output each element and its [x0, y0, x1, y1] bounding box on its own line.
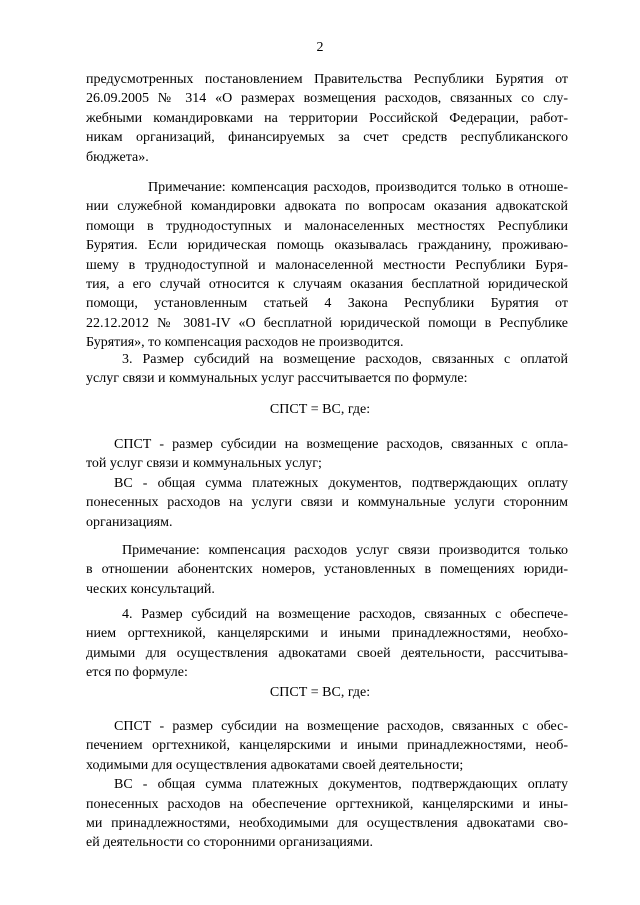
definitions-1 — [86, 435, 568, 532]
item-4 — [86, 605, 568, 683]
text-line: 3. Размер субсидий на возмещение расходов, связанных с оплатой — [122, 352, 568, 367]
text-line: ческих консультаций. — [86, 581, 215, 597]
text-line: помощи, установленным статьей 4 Закона Республики Бурятия от — [86, 296, 568, 312]
text-line: 4. Размер субсидий на возмещение расходов, связанных с обеспече- — [122, 607, 568, 622]
text-line: ется по формуле: — [86, 665, 188, 681]
text-line: Примечание: компенсация расходов услуг связи производится только — [122, 543, 568, 558]
definitions-2 — [86, 717, 568, 853]
formula-2: СПСТ = ВС, где: — [269, 685, 371, 700]
text-line: ходимыми для осуществления адвокатами своей деятельности; — [86, 757, 464, 773]
paragraph-continuation — [86, 70, 568, 167]
text-line: тия, а его случай относится к случаям оказания бесплатной юридической — [86, 277, 568, 293]
text-line: нии служебной командировки адвоката по вопросам оказания адвокатской — [86, 199, 568, 215]
text-line: нием оргтехникой, канцелярскими и иными принадлежностями, необхо- — [86, 626, 568, 642]
text-line: понесенных расходов на обеспечение оргтехникой, канцелярскими и ины- — [86, 796, 568, 812]
text-line: димыми для осуществления адвокатами своей деятельности, рассчитыва- — [86, 645, 568, 661]
text-line: ВС - общая сумма платежных документов, подтверждающих оплату — [114, 475, 568, 491]
text-line: СПСТ - размер субсидии на возмещение расходов, связанных с опла- — [114, 437, 568, 452]
text-line: жебными командировками на территории Российской Федерации, работ- — [86, 110, 568, 126]
note-travel-expenses — [86, 178, 568, 353]
text-line: Бурятия», то компенсация расходов не производится. — [86, 335, 404, 351]
text-line: той услуг связи и коммунальных услуг; — [86, 456, 322, 472]
text-line: Примечание: компенсация расходов, производится только в отноше- — [148, 180, 568, 195]
text-line: печением оргтехникой, канцелярскими и иными принадлежностями, необ- — [86, 738, 568, 754]
text-line: СПСТ - размер субсидии на возмещение расходов, связанных с обес- — [114, 719, 568, 734]
note-communication-services — [86, 541, 568, 599]
text-line: предусмотренных постановлением Правительства Республики Бурятия от — [86, 72, 568, 87]
text-line: в отношении абонентских номеров, установленных в помещениях юриди- — [86, 562, 568, 578]
text-line: 22.12.2012 № 3081-IV «О бесплатной юридической помощи в Республике — [86, 315, 568, 331]
text-line: шему в труднодоступной и малонаселенной местности Республики Буря- — [86, 257, 568, 273]
formula-1: СПСТ = ВС, где: — [269, 402, 371, 417]
text-line: 26.09.2005 № 314 «О размерах возмещения расходов, связанных со слу- — [86, 91, 568, 107]
text-line: услуг связи и коммунальных услуг рассчитывается по формуле: — [86, 371, 468, 387]
item-3 — [86, 350, 568, 389]
text-line: помощи в труднодоступных и малонаселенных местностях Республики — [86, 218, 568, 234]
text-line: никам организаций, финансируемых за счет средств республиканского — [86, 130, 568, 146]
text-line: ВС - общая сумма платежных документов, подтверждающих оплату — [114, 777, 568, 793]
text-line: понесенных расходов на услуги связи и коммунальные услуги сторонним — [86, 495, 568, 511]
text-line: ми принадлежностями, необходимыми для осуществления адвокатами сво- — [86, 816, 568, 832]
page-number: 2 — [316, 40, 324, 55]
text-line: ей деятельности со сторонними организациями. — [86, 835, 373, 851]
text-line: бюджета». — [86, 149, 149, 165]
text-line: организациям. — [86, 514, 173, 530]
text-line: Бурятия. Если юридическая помощь оказывалась гражданину, проживаю- — [86, 238, 568, 254]
